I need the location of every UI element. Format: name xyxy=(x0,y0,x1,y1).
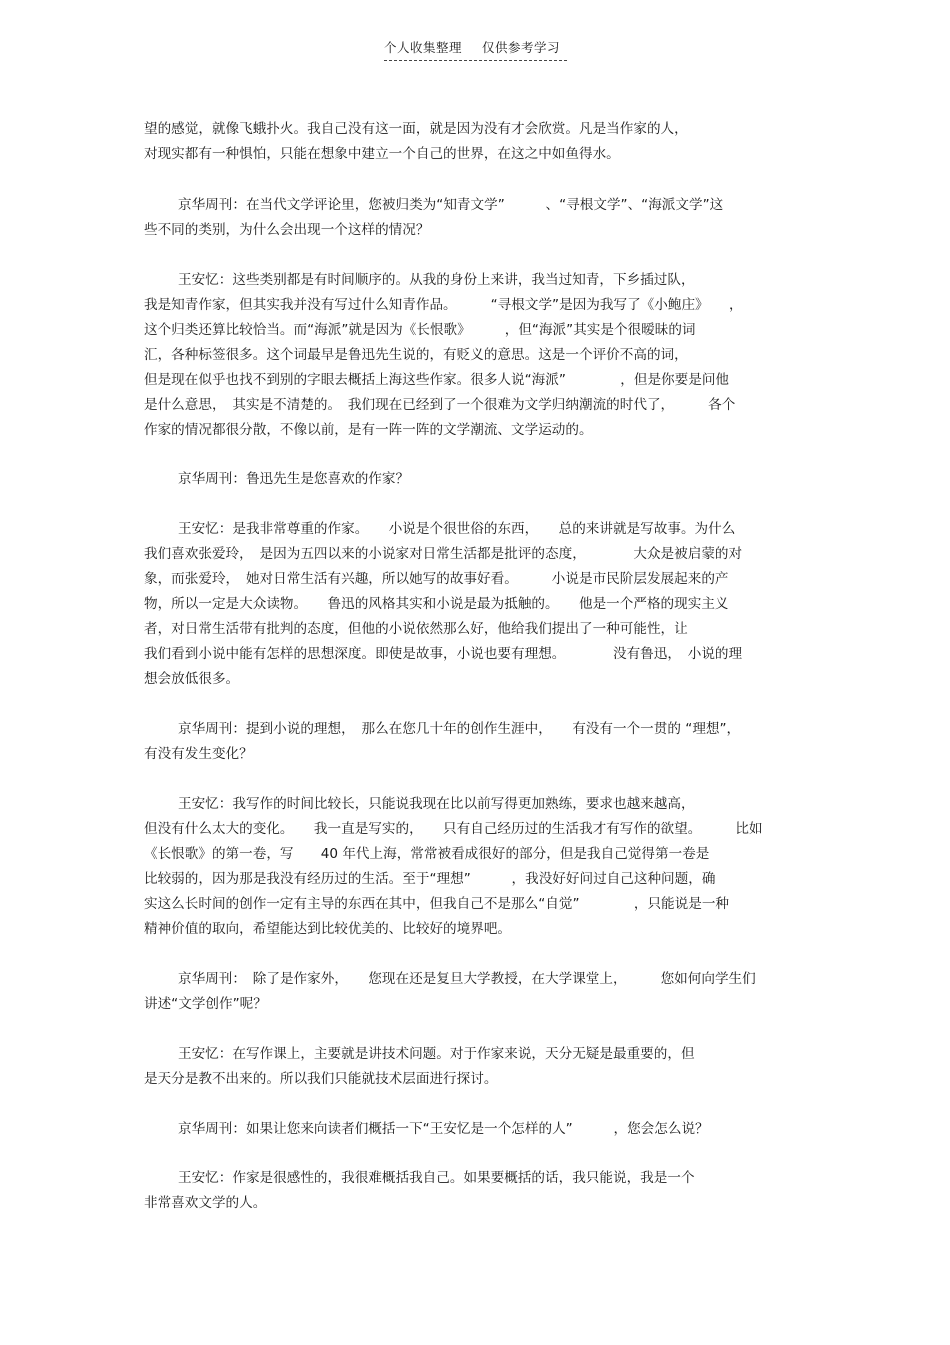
text-line: 汇，各种标签很多。这个词最早是鲁迅先生说的，有贬义的意思。这是一个评价不高的词， xyxy=(144,347,688,363)
text-line: 有没有发生变化？ xyxy=(144,746,253,762)
text-line: 非常喜欢文学的人。 xyxy=(144,1195,267,1211)
text-line: 京华周刊：提到小说的理想， 那么在您几十年的创作生涯中， 有没有一个一贯的 “理想”， xyxy=(178,721,741,737)
text-line: 物，所以一定是大众读物。 鲁迅的风格其实和小说是最为抵触的。 他是一个严格的现实主义 xyxy=(144,596,729,612)
text-line: 王安忆：作家是很感性的，我很难概括我自己。如果要概括的话，我只能说，我是一个 xyxy=(178,1170,695,1186)
text-line: 精神价值的取向，希望能达到比较优美的、比较好的境界吧。 xyxy=(144,921,512,937)
text-line: 者，对日常生活带有批判的态度，但他的小说依然那么好，他给我们提出了一种可能性，让 xyxy=(144,621,688,637)
page-header xyxy=(384,40,567,61)
text-line: 京华周刊：鲁迅先生是您喜欢的作家？ xyxy=(178,471,410,487)
header-right-text: 仅供参考学习 xyxy=(482,40,561,55)
text-line: 些不同的类别，为什么会出现一个这样的情况？ xyxy=(144,222,430,238)
text-line: 王安忆：我写作的时间比较长，只能说我现在比以前写得更加熟练，要求也越来越高， xyxy=(178,796,695,812)
text-line: 王安忆：是我非常尊重的作家。 小说是个很世俗的东西， 总的来讲就是写故事。为什么 xyxy=(178,521,736,537)
text-line: 京华周刊： 除了是作家外， 您现在还是复旦大学教授，在大学课堂上， 您如何向学生们 xyxy=(178,971,756,987)
text-line: 王安忆：这些类别都是有时间顺序的。从我的身份上来讲，我当过知青，下乡插过队， xyxy=(178,272,695,288)
text-line: 但没有什么太大的变化。 我一直是写实的， 只有自己经历过的生活我才有写作的欲望。 比如 xyxy=(144,821,763,837)
text-line: 望的感觉，就像飞蛾扑火。我自己没有这一面，就是因为没有才会欣赏。凡是当作家的人， xyxy=(144,121,688,137)
header-left-text: 个人收集整理 xyxy=(384,40,463,55)
text-line: 但是现在似乎也找不到别的字眼去概括上海这些作家。很多人说“海派” ，但是你要是问他 xyxy=(144,372,730,388)
text-line: 是什么意思， 其实是不清楚的。 我们现在已经到了一个很难为文学归纳潮流的时代了， 各个 xyxy=(144,397,736,413)
text-line: 想会放低很多。 xyxy=(144,671,240,687)
text-line: 京华周刊：在当代文学评论里，您被归类为“知青文学” 、“寻根文学”、“海派文学”这 xyxy=(178,197,724,213)
text-line: 我是知青作家，但其实我并没有写过什么知青作品。 “寻根文学”是因为我写了《小鲍庄》 ， xyxy=(144,297,743,313)
text-line: 对现实都有一种惧怕，只能在想象中建立一个自己的世界，在这之中如鱼得水。 xyxy=(144,146,620,162)
text-line: 王安忆：在写作课上，主要就是讲技术问题。对于作家来说，天分无疑是最重要的，但 xyxy=(178,1046,695,1062)
text-line: 象，而张爱玲， 她对日常生活有兴趣，所以她写的故事好看。 小说是市民阶层发展起来的产 xyxy=(144,571,729,587)
text-line: 我们看到小说中能有怎样的思想深度。即使是故事，小说也要有理想。 没有鲁迅， 小说的理 xyxy=(144,646,743,662)
text-line: 京华周刊：如果让您来向读者们概括一下“王安忆是一个怎样的人” ，您会怎么说？ xyxy=(178,1121,709,1137)
text-line: 是天分是教不出来的。所以我们只能就技术层面进行探讨。 xyxy=(144,1071,498,1087)
text-line: 讲述“文学创作”呢？ xyxy=(144,996,267,1012)
text-line: 比较弱的，因为那是我没有经历过的生活。至于“理想” ，我没好好问过自己这种问题，确 xyxy=(144,871,716,887)
text-line: 这个归类还算比较恰当。而“海派”就是因为《长恨歌》 ，但“海派”其实是个很暧昧的词 xyxy=(144,322,696,338)
text-line: 作家的情况都很分散，不像以前，是有一阵一阵的文学潮流、文学运动的。 xyxy=(144,422,593,438)
text-line: 实这么长时间的创作一定有主导的东西在其中，但我自己不是那么“自觉” ，只能说是一种 xyxy=(144,896,730,912)
text-line: 《长恨歌》的第一卷，写 40 年代上海，常常被看成很好的部分，但是我自己觉得第一卷是 xyxy=(144,846,710,862)
text-line: 我们喜欢张爱玲， 是因为五四以来的小说家对日常生活都是批评的态度， 大众是被启蒙的对 xyxy=(144,546,743,562)
